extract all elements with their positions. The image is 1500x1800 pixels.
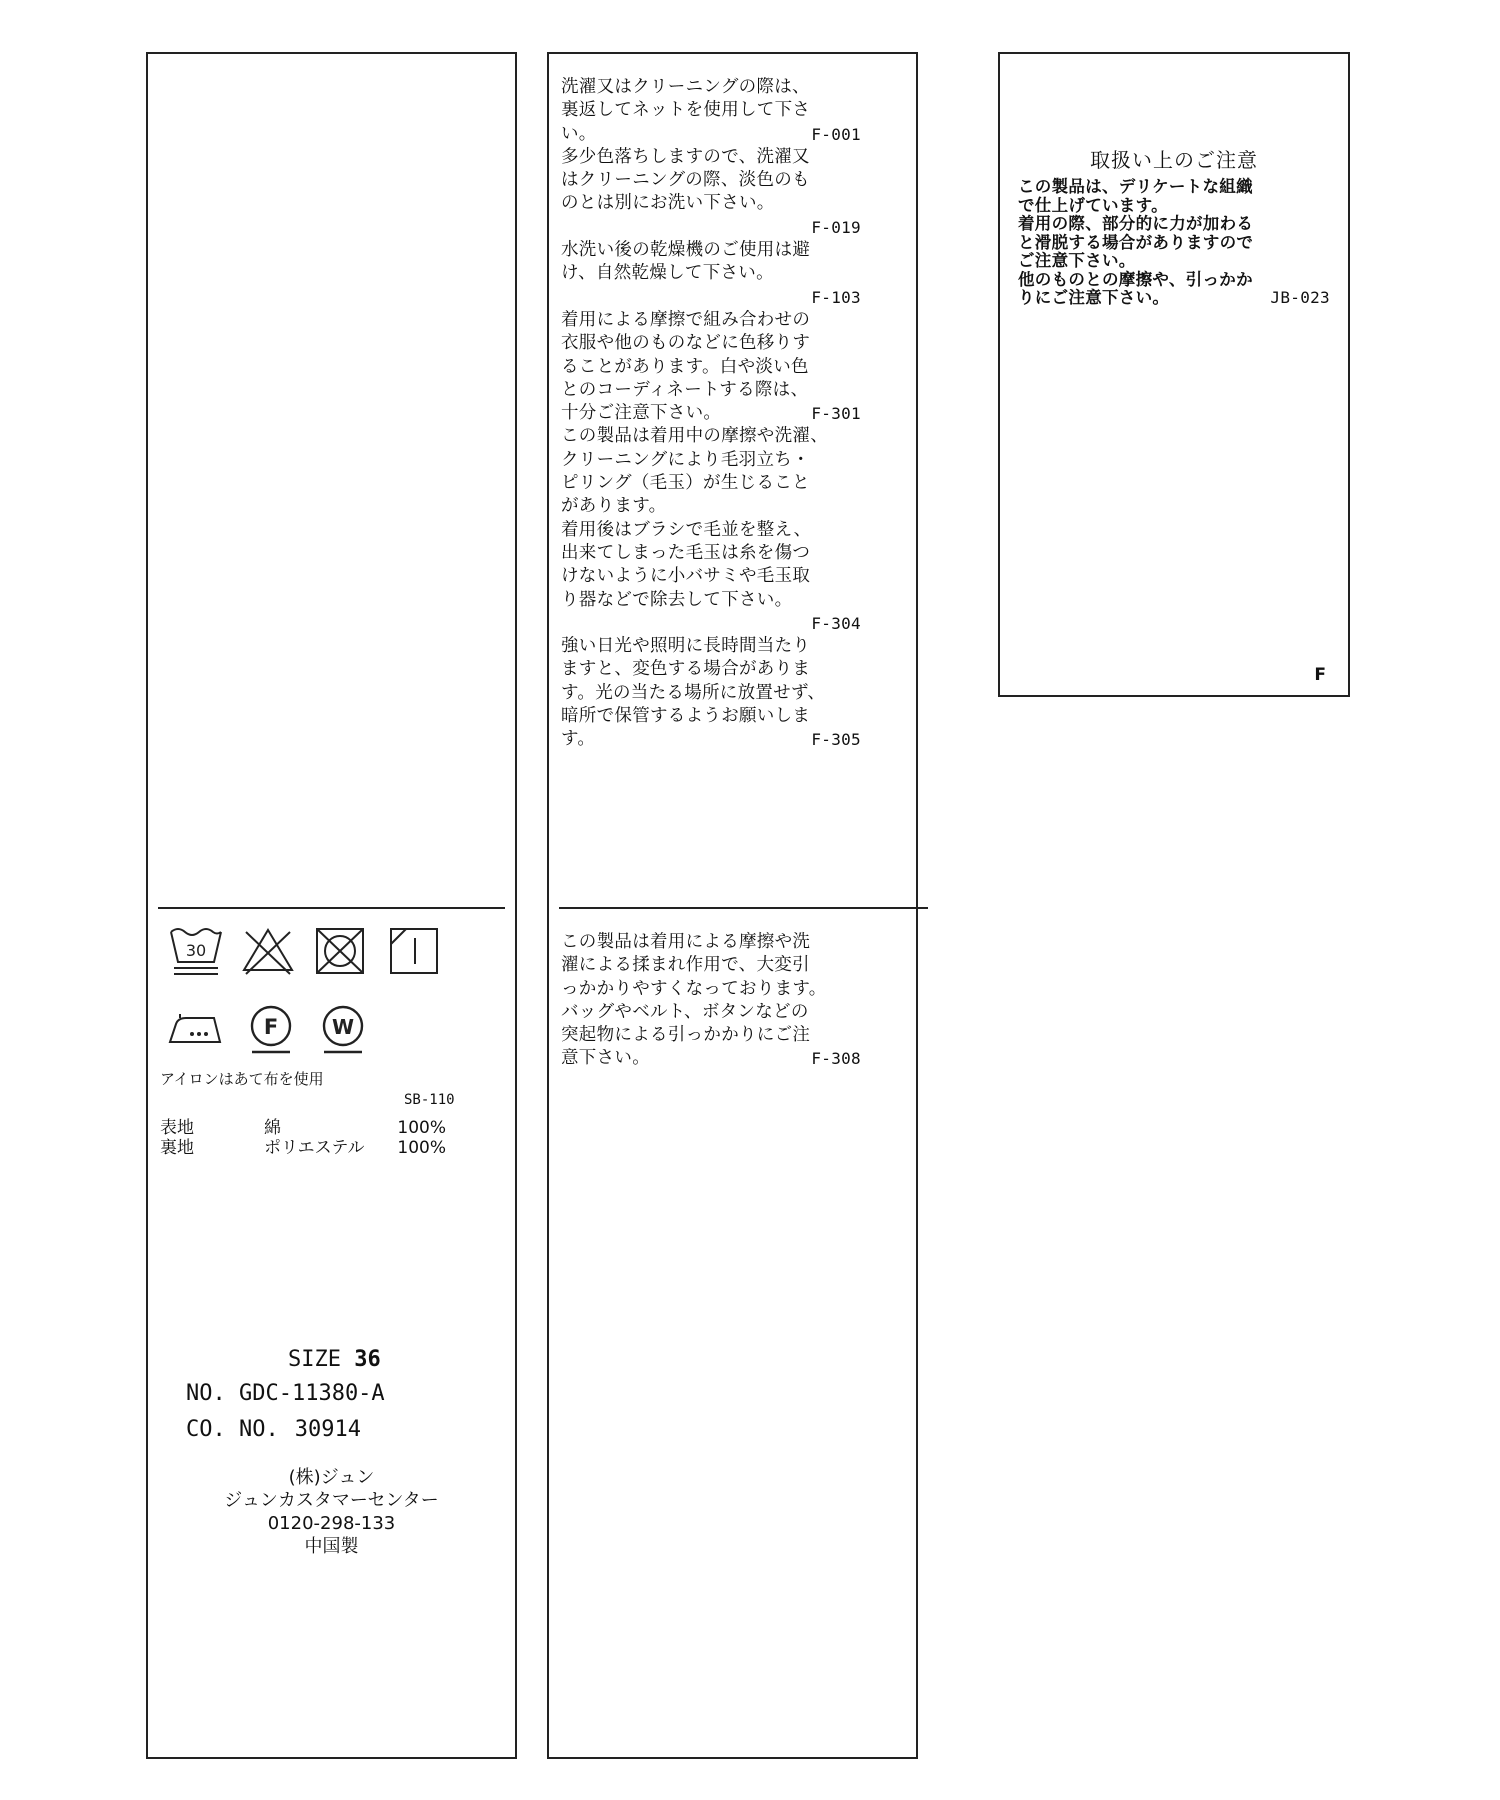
no-bleach-icon (240, 926, 296, 976)
care-note: アイロンはあて布を使用 (160, 1070, 324, 1088)
care-note-code: F-019 (811, 217, 861, 237)
fiber-part: 表地 (160, 1118, 194, 1138)
caution-text: この製品は、デリケートな組織 で仕上げています。 着用の際、部分的に力が加わる と滑脱する場合がありますので ご注意下さい。 他のものとの摩擦や、引っかか りにご注意下さい。 (1018, 177, 1254, 307)
care-code: SB-110 (404, 1092, 455, 1108)
size-value: 36 (354, 1347, 381, 1372)
dry-clean-f-icon (248, 1004, 294, 1056)
care-note-code: F-305 (811, 730, 861, 750)
caution-body (1018, 178, 1334, 308)
wet-clean-w-icon (320, 1004, 366, 1056)
customer-center: ジュンカスタマーセンター (224, 1490, 439, 1511)
care-note-text: 洗濯又はクリーニングの際は、 裏返してネットを使用して下さ い。 (561, 77, 811, 144)
wash-tub-30-icon (168, 924, 224, 978)
co-number (186, 1417, 361, 1442)
care-label-left (146, 52, 517, 1759)
no-tumble-dry-icon (314, 926, 366, 976)
care-notes (561, 76, 861, 752)
snag-warning (561, 931, 861, 1071)
care-note-code: F-304 (811, 613, 861, 633)
fiber-material: 綿 (264, 1118, 281, 1138)
care-note-code: F-308 (811, 1049, 861, 1069)
company-name: (株)ジュン (288, 1467, 375, 1488)
care-label-right (998, 52, 1350, 697)
wet-clean-letter: W (331, 1015, 355, 1039)
care-note-text: 多少色落ちしますので、洗濯又 はクリーニングの際、淡色のも のとは別にお洗い下さい。 (561, 146, 810, 214)
care-note-item (561, 76, 861, 146)
co-number-label: CO. NO. (186, 1417, 279, 1442)
country-of-origin: 中国製 (304, 1536, 359, 1557)
care-note-code: F-001 (811, 124, 861, 144)
caution-title: 取扱い上のご注意 (1090, 148, 1258, 172)
care-note-item (561, 635, 861, 751)
co-number-value: 30914 (294, 1417, 361, 1442)
care-note-item (561, 146, 861, 239)
care-note-item (561, 425, 861, 635)
product-number: NO. GDC-11380-A (186, 1381, 385, 1406)
phone-number: 0120-298-133 (267, 1513, 396, 1534)
care-note-item (561, 309, 861, 425)
fiber-row (160, 1138, 500, 1158)
maker-info (148, 1466, 515, 1558)
iron-low-icon (166, 1012, 226, 1046)
fiber-percent: 100% (397, 1138, 446, 1158)
fiber-material: ポリエステル (264, 1138, 365, 1158)
size-label: SIZE (288, 1347, 341, 1372)
fiber-part: 裏地 (160, 1138, 194, 1158)
wash-temp-text: 30 (185, 941, 207, 960)
line-dry-icon (388, 926, 440, 976)
size-line (288, 1347, 381, 1372)
care-note-text: 着用による摩擦で組み合わせの 衣服や他のものなどに色移りす ることがあります。白や淡い色 とのコーディネートする際は、 十分ご注意下さい。 (561, 309, 811, 424)
care-note-item (561, 239, 861, 309)
care-note-code: F-301 (811, 404, 861, 424)
dry-clean-letter: F (263, 1015, 279, 1039)
label-divider (559, 907, 928, 909)
label-divider (158, 907, 505, 909)
care-note-text: 強い日光や照明に長時間当たり ますと、変色する場合がありま す。光の当たる場所に放置せず、 暗所で保管するようお願いしま す。 (561, 636, 826, 750)
care-note-text: 水洗い後の乾燥機のご使用は避 け、自然乾燥して下さい。 (561, 240, 811, 284)
corner-mark: F (1314, 665, 1326, 685)
caution-code: JB-023 (1270, 288, 1330, 307)
care-label-middle (547, 52, 918, 1759)
care-note-text: この製品は着用による摩擦や洗 濯による揉まれ作用で、大変引 っかかりやすくなっております。 バッグやベルト、ボタンなどの 突起物による引っかかりにご注 意下さい。 (561, 932, 827, 1069)
care-note-item (561, 931, 861, 1071)
fiber-composition (160, 1118, 500, 1158)
care-note-code: F-103 (811, 287, 861, 307)
fiber-percent: 100% (397, 1118, 446, 1138)
fiber-row (160, 1118, 500, 1138)
care-note-text: この製品は着用中の摩擦や洗濯、 クリーニングにより毛羽立ち・ ピリング（毛玉）が生じること があります。 着用後はブラシで毛並を整え、 出来てしまった毛玉は糸を傷つ けないように小バサミや毛玉取 り器などで除去して下さい。 (561, 426, 828, 610)
